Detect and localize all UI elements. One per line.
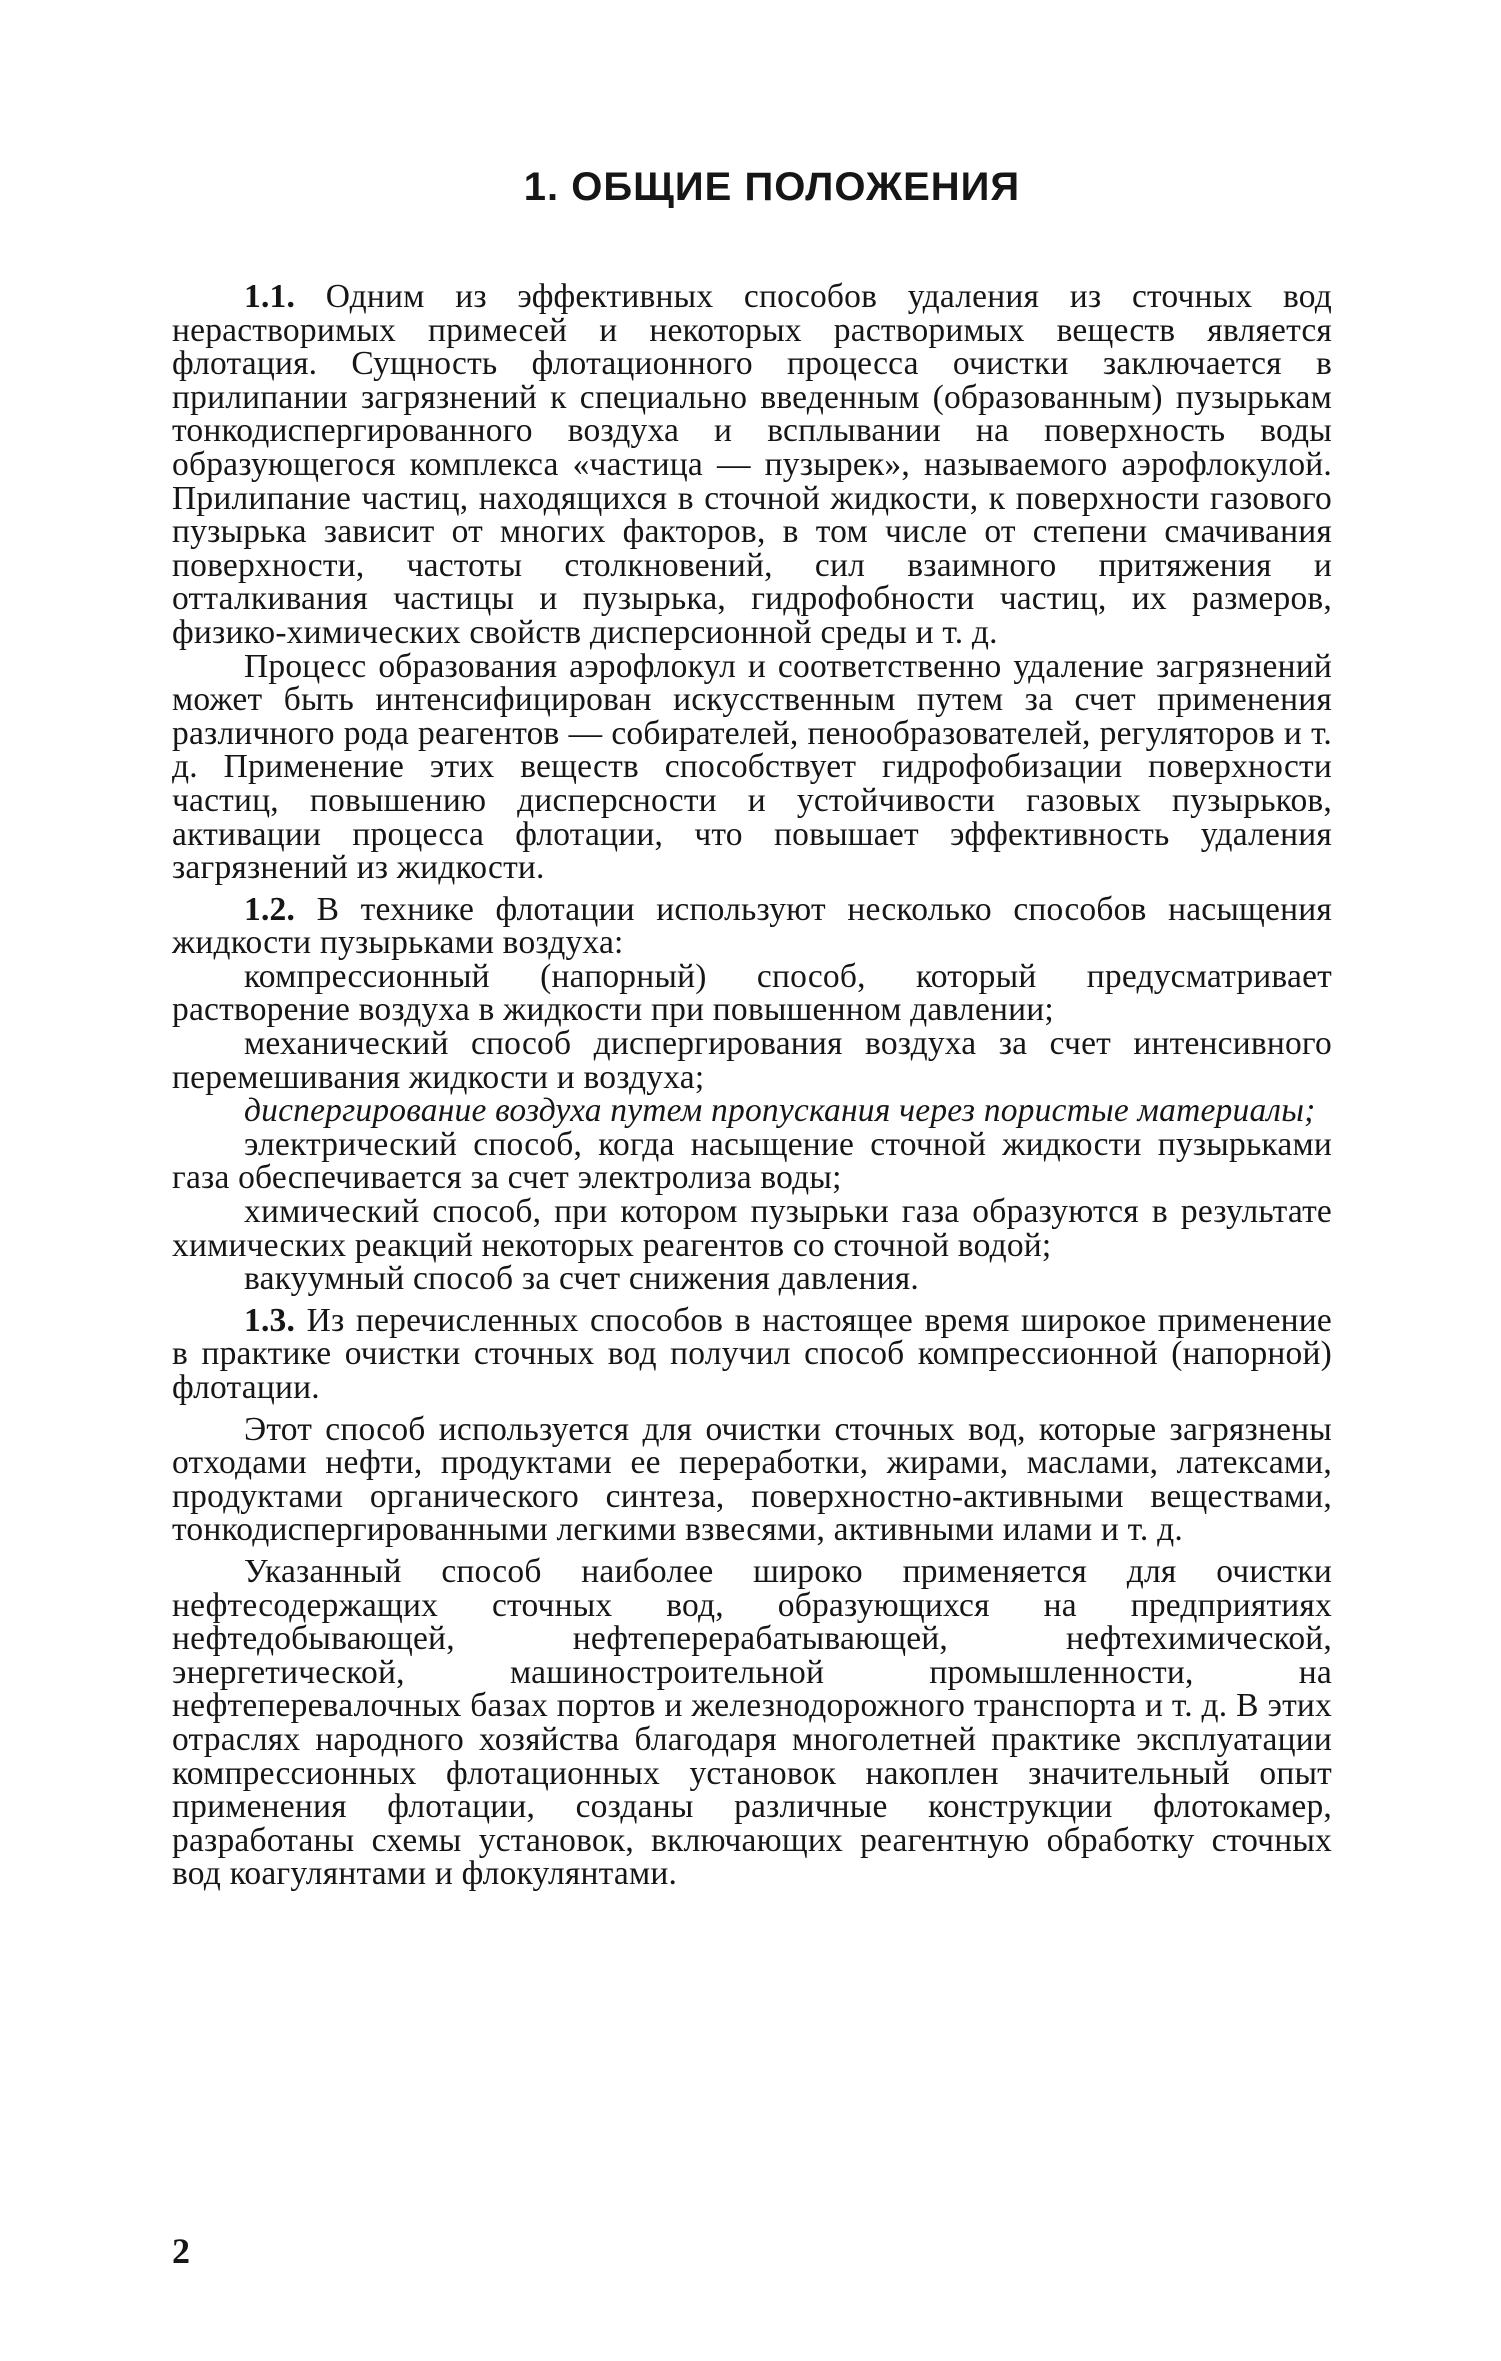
paragraph-text: Указанный способ наиболее широко применяется для очистки нефтесодержащих сточных вод, образующихся на предприятиях нефтедобывающей, нефтеперерабатывающей, нефтехимической, энергетической, машиностроительной промышленности, на нефтеперевалочных базах портов и железнодорожного транспорта и т. д. В этих отраслях народного хозяйства благодаря многолетней практике эксплуатации компрессионных флотационных установок накоплен значительный опыт применения флотации, созданы различные конструкции флотокамер, разработаны схемы установок, включающих реагентную обработку сточных вод коагулянтами и флокулянтами.	[172, 1552, 1332, 1893]
document-page	[172, 165, 1332, 2315]
list-item-electrical	[172, 1125, 1332, 1197]
clause-number: 1.2.	[244, 890, 296, 928]
list-item-compression	[172, 957, 1332, 1029]
list-item-text: электрический способ, когда насыщение сточной жидкости пузырьками газа обеспечивается за счет электролиза воды;	[172, 1125, 1332, 1197]
clause-number: 1.1.	[244, 278, 296, 315]
list-item-porous	[172, 1094, 1332, 1128]
paragraph-1-2	[172, 890, 1332, 962]
list-item-text: химический способ, при котором пузырьки газа образуются в результате химических реакций некоторых реагентов со сточной водой;	[172, 1193, 1332, 1264]
paragraph-1-1	[172, 280, 1332, 650]
paragraph-industries	[172, 1552, 1332, 1893]
paragraph-text: Этот способ используется для очистки сточных вод, которые загрязнены отходами нефти, продуктами ее переработки, жирами, маслами, латексами, продуктами органического синтеза, поверхностно-активными веществами, тонкодиспергированными легкими взвесями, активными илами и т. д.	[172, 1410, 1332, 1549]
body-text	[172, 280, 1332, 1891]
paragraph-text: Одним из эффективных способов удаления из сточных вод нерастворимых примесей и некоторых растворимых веществ является флотация. Сущность флотационного процесса очистки заключается в прилипании загрязнений к специально введенным (образованным) пузырькам тонкодиспергированного воздуха и всплывании на поверхность воды образующегося комплекса «частица — пузырек», называемого аэрофлокулой. Прилипание частиц, находящихся в сточной жидкости, к поверхности газового пузырька зависит от многих факторов, в том числе от степени смачивания поверхности, частоты столкновений, сил взаимного притяжения и отталкивания частицы и пузырька, гидрофобности частиц, их размеров, физико-химических свойств дисперсионной среды и т. д.	[172, 278, 1332, 651]
list-item-vacuum	[172, 1262, 1332, 1296]
paragraph-text: Процесс образования аэрофлокул и соответственно удаление загрязнений может быть интенсифицирован искусственным путем за счет применения различного рода реагентов — собирателей, пенообразователей, регуляторов и т. д. Применение этих веществ способствует гидрофобизации поверхности частиц, повышению дисперсности и устойчивости газовых пузырьков, активации процесса флотации, что повышает эффективность удаления загрязнений из жидкости.	[172, 647, 1332, 887]
section-heading: 1. ОБЩИЕ ПОЛОЖЕНИЯ	[523, 165, 1021, 209]
list-item-text: диспергирование воздуха путем пропускания через пористые материалы;	[244, 1092, 1316, 1130]
paragraph-text: Из перечисленных способов в настоящее время широкое применение в практике очистки сточных вод получил способ компрессионной (напорной) флотации.	[172, 1301, 1332, 1406]
list-item-text: механический способ диспергирования воздуха за счет интенсивного перемешивания жидкости и воздуха;	[172, 1025, 1332, 1096]
paragraph-1-3	[172, 1301, 1332, 1406]
list-item-chemical	[172, 1195, 1332, 1262]
list-item-text: компрессионный (напорный) способ, который предусматривает растворение воздуха в жидкости при повышенном давлении;	[172, 957, 1332, 1029]
clause-number: 1.3.	[244, 1301, 296, 1339]
paragraph-reagents	[172, 647, 1332, 887]
page-number: 2	[172, 2231, 190, 2271]
paragraph-usage	[172, 1410, 1332, 1549]
list-item-text: вакуумный способ за счет снижения давления.	[244, 1260, 919, 1298]
list-item-mechanical	[172, 1027, 1332, 1094]
paragraph-text: В технике флотации используют несколько способов насыщения жидкости пузырьками воздуха:	[172, 890, 1332, 962]
